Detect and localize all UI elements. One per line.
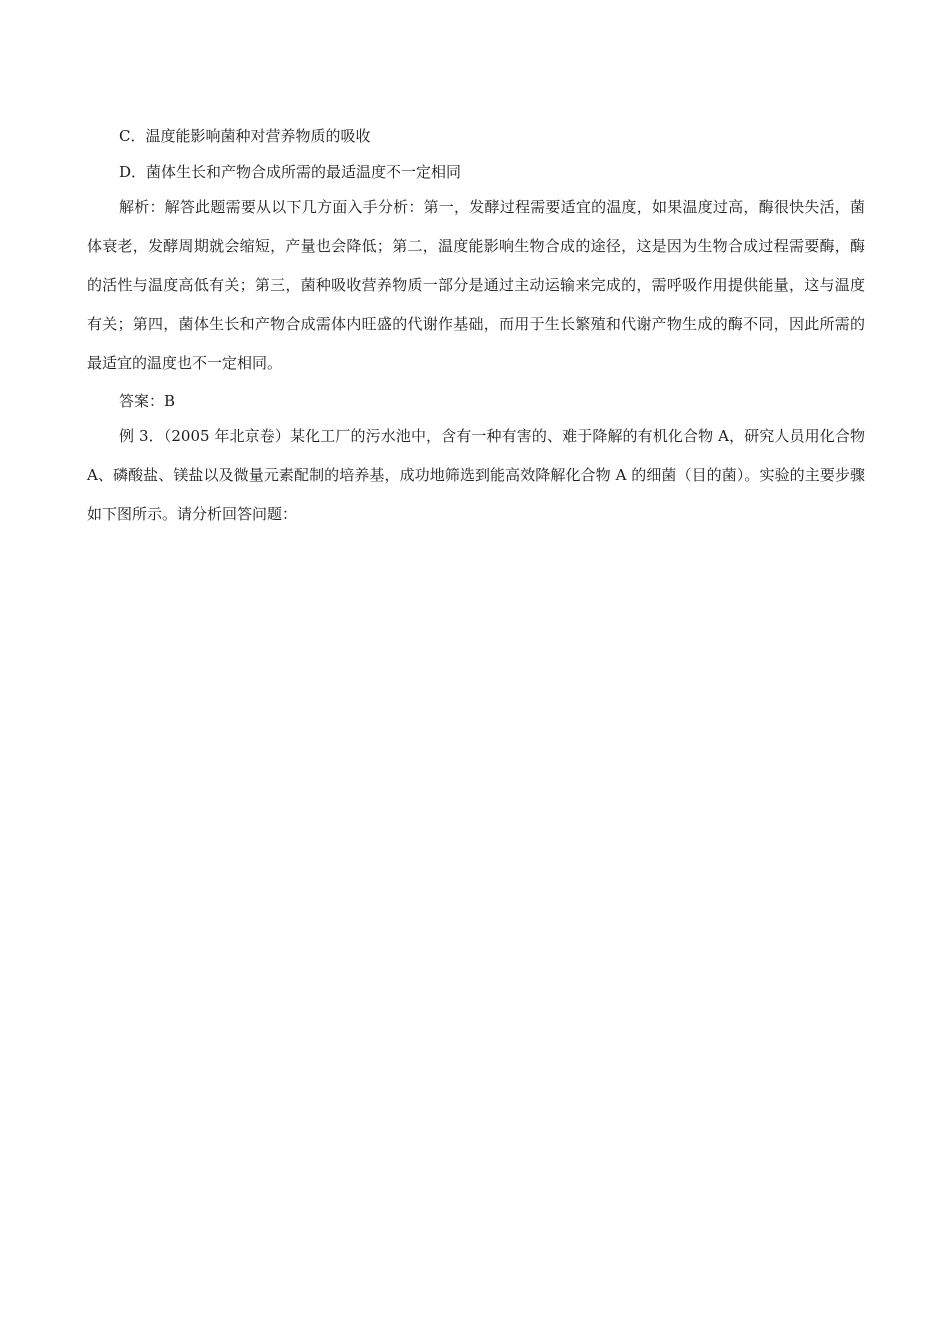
- example-3-paragraph: 例 3．（2005 年北京卷）某化工厂的污水池中，含有一种有害的、难于降解的有机化合物 A，研究人员用化合物 A、磷酸盐、镁盐以及微量元素配制的培养基，成功地筛选到能高效降解化合物 A 的细菌（目的菌）。实验的主要步骤如下图所示。请分析回答问题：: [87, 427, 865, 523]
- analysis-paragraph: 解析：解答此题需要从以下几方面入手分析：第一，发酵过程需要适宜的温度，如果温度过高，酶很快失活，菌体衰老，发酵周期就会缩短，产量也会降低；第二，温度能影响生物合成的途径，这是因为生物合成过程需要酶，酶的活性与温度高低有关；第三，菌种吸收营养物质一部分是通过主动运输来完成的，需呼吸作用提供能量，这与温度有关；第四，菌体生长和产物合成需体内旺盛的代谢作基础，而用于生长繁殖和代谢产物生成的酶不同，因此所需的最适宜的温度也不一定相同。: [87, 198, 865, 372]
- option-d: D．菌体生长和产物合成所需的最适温度不一定相同: [119, 163, 462, 181]
- option-c: C．温度能影响菌种对营养物质的吸收: [119, 127, 371, 145]
- answer-line: 答案：B: [119, 392, 176, 410]
- document-body: [87, 118, 865, 534]
